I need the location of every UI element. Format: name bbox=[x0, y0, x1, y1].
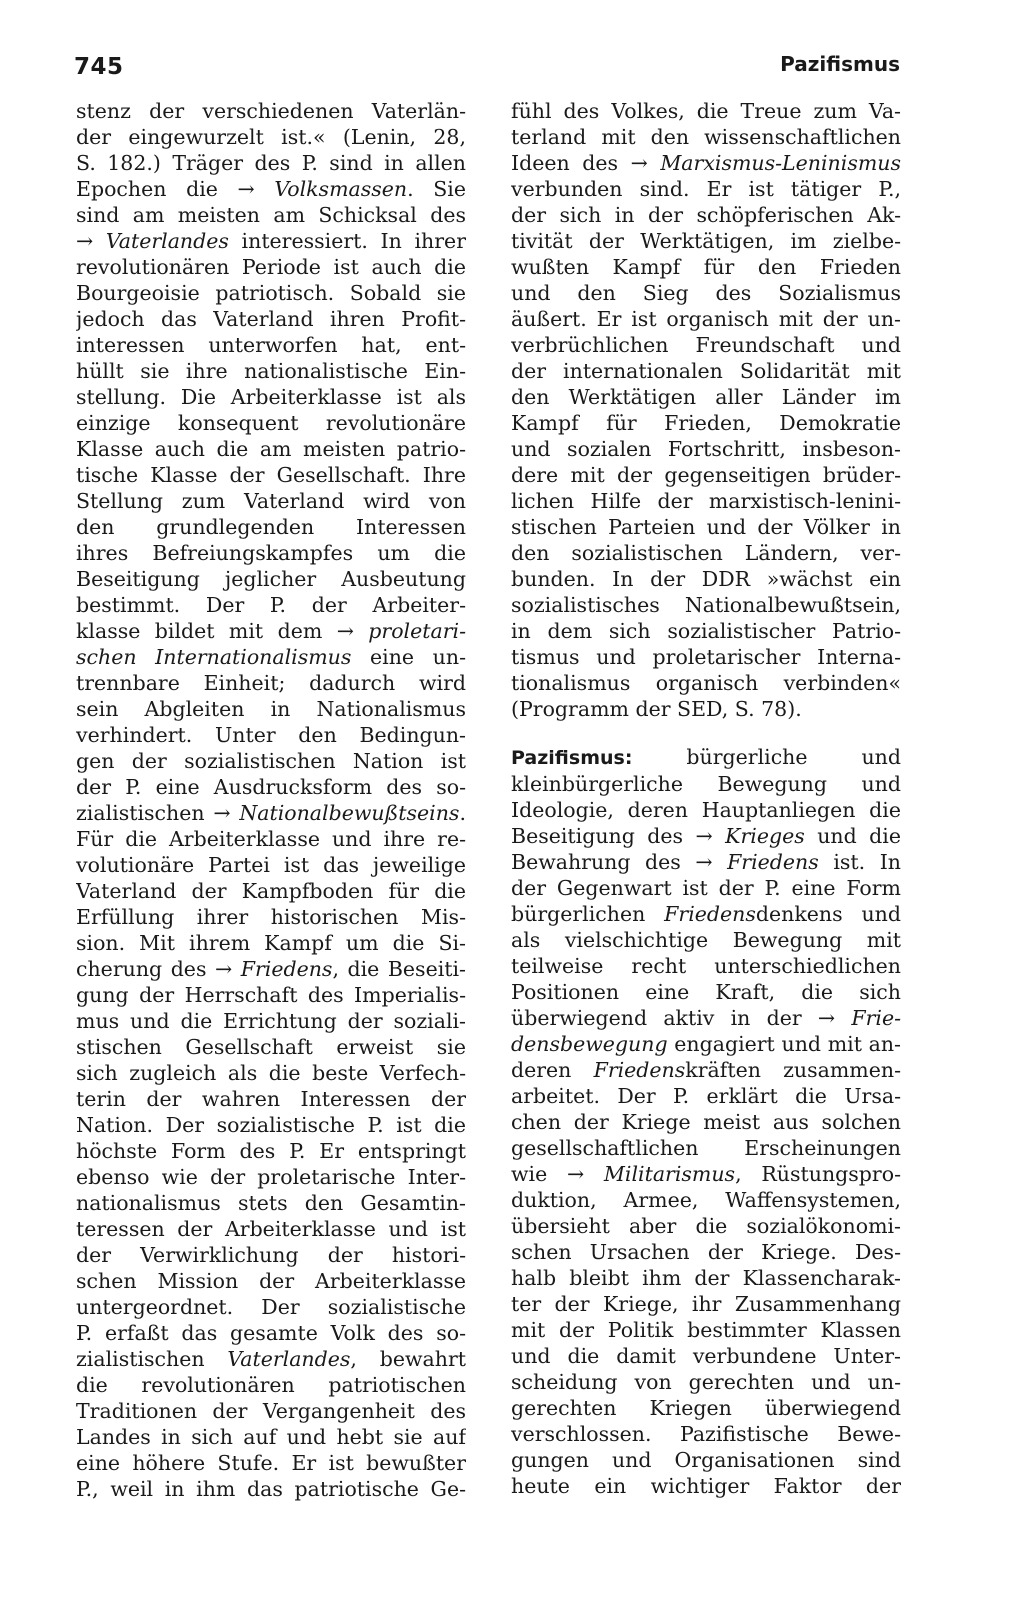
text-line: densbewegung engagiert und mit an- bbox=[511, 1032, 901, 1056]
lemma-pazifismus: Pazifismus: bbox=[511, 747, 633, 769]
text-line: tismus und proletarischer Interna- bbox=[511, 645, 901, 669]
text-line: arbeitet. Der P. erklärt die Ursa- bbox=[511, 1084, 901, 1108]
text-line: mus und die Errichtung der soziali- bbox=[76, 1009, 466, 1033]
text-line: P., weil in ihm das patriotische Ge- bbox=[76, 1477, 466, 1501]
text-line: tische Klasse der Gesellschaft. Ihre bbox=[76, 463, 466, 487]
text-line: S. 182.) Träger des P. sind in allen bbox=[76, 151, 466, 175]
text-line: wußten Kampf für den Frieden bbox=[511, 255, 901, 279]
text-line: Klasse auch die am meisten patrio- bbox=[76, 437, 466, 461]
text-line: den grundlegenden Interessen bbox=[76, 515, 466, 539]
text-line: fühl des Volkes, die Treue zum Va- bbox=[511, 99, 901, 123]
text-line: teressen der Arbeiterklasse und ist bbox=[76, 1217, 466, 1241]
text-line: nationalismus stets den Gesamtin- bbox=[76, 1191, 466, 1215]
text-line: Landes in sich auf und hebt sie auf bbox=[76, 1425, 466, 1449]
text-line: terland mit den wissenschaftlichen bbox=[511, 125, 901, 149]
text-line: Nation. Der sozialistische P. ist die bbox=[76, 1113, 466, 1137]
text-line: stischen Gesellschaft erweist sie bbox=[76, 1035, 466, 1059]
text-line: Ideen des → Marxismus-Leninismus bbox=[511, 151, 901, 175]
text-line: Positionen eine Kraft, die sich bbox=[511, 980, 901, 1004]
text-line: Bourgeoisie patriotisch. Sobald sie bbox=[76, 281, 466, 305]
text-line: gerechten Kriegen überwiegend bbox=[511, 1396, 901, 1420]
text-line: und die damit verbundene Unter- bbox=[511, 1344, 901, 1368]
text-line: den Werktätigen aller Länder im bbox=[511, 385, 901, 409]
text-line: den sozialistischen Ländern, ver- bbox=[511, 541, 901, 565]
text-line: Beseitigung jeglicher Ausbeutung bbox=[76, 567, 466, 591]
text-line: stellung. Die Arbeiterklasse ist als bbox=[76, 385, 466, 409]
text-line: sozialistisches Nationalbewußtsein, bbox=[511, 593, 901, 617]
text-line: Erfüllung ihrer historischen Mis- bbox=[76, 905, 466, 929]
text-line: deren Friedenskräften zusammen- bbox=[511, 1058, 901, 1082]
text-line: die revolutionären patriotischen bbox=[76, 1373, 466, 1397]
text-line: sind am meisten am Schicksal des bbox=[76, 203, 466, 227]
text-line: der internationalen Solidarität mit bbox=[511, 359, 901, 383]
text-line: zialistischen → Nationalbewußtseins. bbox=[76, 801, 466, 825]
text-line: der eingewurzelt ist.« (Lenin, 28, bbox=[76, 125, 466, 149]
text-line: Traditionen der Vergangenheit des bbox=[76, 1399, 466, 1423]
text-line: P. erfaßt das gesamte Volk des so- bbox=[76, 1321, 466, 1345]
text-line: halb bleibt ihm der Klassencharak- bbox=[511, 1266, 901, 1290]
text-line: kleinbürgerliche Bewegung und bbox=[511, 772, 901, 796]
text-line: und sozialen Fortschritt, insbeson- bbox=[511, 437, 901, 461]
text-line: duktion, Armee, Waffensystemen, bbox=[511, 1188, 901, 1212]
patriotismus-entry-continuation bbox=[511, 98, 901, 722]
text-line: klasse bildet mit dem → proletari- bbox=[76, 619, 466, 643]
text-line: gen der sozialistischen Nation ist bbox=[76, 749, 466, 773]
text-line: verschlossen. Pazifistische Bewe- bbox=[511, 1422, 901, 1446]
text-line: Epochen die → Volksmassen. Sie bbox=[76, 177, 466, 201]
text-line: → Vaterlandes interessiert. In ihrer bbox=[76, 229, 466, 253]
left-column-text bbox=[76, 98, 466, 1502]
text-line: Stellung zum Vaterland wird von bbox=[76, 489, 466, 513]
text-line: ebenso wie der proletarische Inter- bbox=[76, 1165, 466, 1189]
text-line: übersieht aber die sozialökonomi- bbox=[511, 1214, 901, 1238]
text-line: scheidung von gerechten und un- bbox=[511, 1370, 901, 1394]
text-line: interessen unterworfen hat, ent- bbox=[76, 333, 466, 357]
text-line: jedoch das Vaterland ihren Profit- bbox=[76, 307, 466, 331]
text-line: sich zugleich als die beste Verfech- bbox=[76, 1061, 466, 1085]
text-line: gungen und Organisationen sind bbox=[511, 1448, 901, 1472]
text-line: höchste Form des P. Er entspringt bbox=[76, 1139, 466, 1163]
text-line: verbrüchlichen Freundschaft und bbox=[511, 333, 901, 357]
text-line: stischen Parteien und der Völker in bbox=[511, 515, 901, 539]
text-line: überwiegend aktiv in der → Frie- bbox=[511, 1006, 901, 1030]
text-line: verbunden sind. Er ist tätiger P., bbox=[511, 177, 901, 201]
text-line: chen der Kriege meist aus solchen bbox=[511, 1110, 901, 1134]
text-line: sein Abgleiten in Nationalismus bbox=[76, 697, 466, 721]
text-line: dere mit der gegenseitigen brüder- bbox=[511, 463, 901, 487]
entry-separator bbox=[511, 722, 901, 744]
text-line: (Programm der SED, S. 78). bbox=[511, 697, 802, 721]
text-line: cherung des → Friedens, die Beseiti- bbox=[76, 957, 466, 981]
text-line: heute ein wichtiger Faktor der bbox=[511, 1474, 901, 1498]
pazifismus-first-line bbox=[511, 744, 901, 771]
text-line: terin der wahren Interessen der bbox=[76, 1087, 466, 1111]
lemma-line-rest: bürgerliche und bbox=[686, 745, 901, 769]
text-line: sion. Mit ihrem Kampf um die Si- bbox=[76, 931, 466, 955]
left-column bbox=[76, 98, 466, 1502]
text-line: gesellschaftlichen Erscheinungen bbox=[511, 1136, 901, 1160]
text-line: als vielschichtige Bewegung mit bbox=[511, 928, 901, 952]
text-line: äußert. Er ist organisch mit der un- bbox=[511, 307, 901, 331]
text-line: in dem sich sozialistischer Patrio- bbox=[511, 619, 901, 643]
text-line: Beseitigung des → Krieges und die bbox=[511, 824, 901, 848]
text-line: teilweise recht unterschiedlichen bbox=[511, 954, 901, 978]
text-line: stenz der verschiedenen Vaterlän- bbox=[76, 99, 466, 123]
text-line: der Verwirklichung der histori- bbox=[76, 1243, 466, 1267]
text-line: und den Sieg des Sozialismus bbox=[511, 281, 901, 305]
text-line: tionalismus organisch verbinden« bbox=[511, 671, 901, 695]
text-line: volutionäre Partei ist das jeweilige bbox=[76, 853, 466, 877]
text-line: schen Mission der Arbeiterklasse bbox=[76, 1269, 466, 1293]
text-line: ter der Kriege, ihr Zusammenhang bbox=[511, 1292, 901, 1316]
text-line: Kampf für Frieden, Demokratie bbox=[511, 411, 901, 435]
text-line: schen Internationalismus eine un- bbox=[76, 645, 466, 669]
text-line: Vaterland der Kampfboden für die bbox=[76, 879, 466, 903]
text-line: tivität der Werktätigen, im zielbe- bbox=[511, 229, 901, 253]
text-line: Bewahrung des → Friedens ist. In bbox=[511, 850, 901, 874]
text-line: mit der Politik bestimmter Klassen bbox=[511, 1318, 901, 1342]
text-line: hüllt sie ihre nationalistische Ein- bbox=[76, 359, 466, 383]
text-line: der sich in der schöpferischen Ak- bbox=[511, 203, 901, 227]
text-line: einzige konsequent revolutionäre bbox=[76, 411, 466, 435]
text-line: zialistischen Vaterlandes, bewahrt bbox=[76, 1347, 466, 1371]
text-line: trennbare Einheit; dadurch wird bbox=[76, 671, 466, 695]
text-line: revolutionären Periode ist auch die bbox=[76, 255, 466, 279]
text-line: bunden. In der DDR »wächst ein bbox=[511, 567, 901, 591]
text-line: untergeordnet. Der sozialistische bbox=[76, 1295, 466, 1319]
pazifismus-entry bbox=[511, 744, 901, 1499]
right-column bbox=[511, 98, 901, 1499]
text-line: Für die Arbeiterklasse und ihre re- bbox=[76, 827, 466, 851]
text-line: gung der Herrschaft des Imperialis- bbox=[76, 983, 466, 1007]
text-line: verhindert. Unter den Bedingun- bbox=[76, 723, 466, 747]
text-line: eine höhere Stufe. Er ist bewußter bbox=[76, 1451, 466, 1475]
text-line: Ideologie, deren Hauptanliegen die bbox=[511, 798, 901, 822]
text-line: der P. eine Ausdrucksform des so- bbox=[76, 775, 466, 799]
text-line: der Gegenwart ist der P. eine Form bbox=[511, 876, 901, 900]
text-line: bürgerlichen Friedensdenkens und bbox=[511, 902, 901, 926]
running-head: Pazifismus bbox=[780, 52, 900, 76]
text-line: schen Ursachen der Kriege. Des- bbox=[511, 1240, 901, 1264]
page-number: 745 bbox=[74, 54, 124, 80]
text-line: ihres Befreiungskampfes um die bbox=[76, 541, 466, 565]
text-line: wie → Militarismus, Rüstungspro- bbox=[511, 1162, 901, 1186]
text-line: bestimmt. Der P. der Arbeiter- bbox=[76, 593, 466, 617]
text-line: lichen Hilfe der marxistisch-lenini- bbox=[511, 489, 901, 513]
